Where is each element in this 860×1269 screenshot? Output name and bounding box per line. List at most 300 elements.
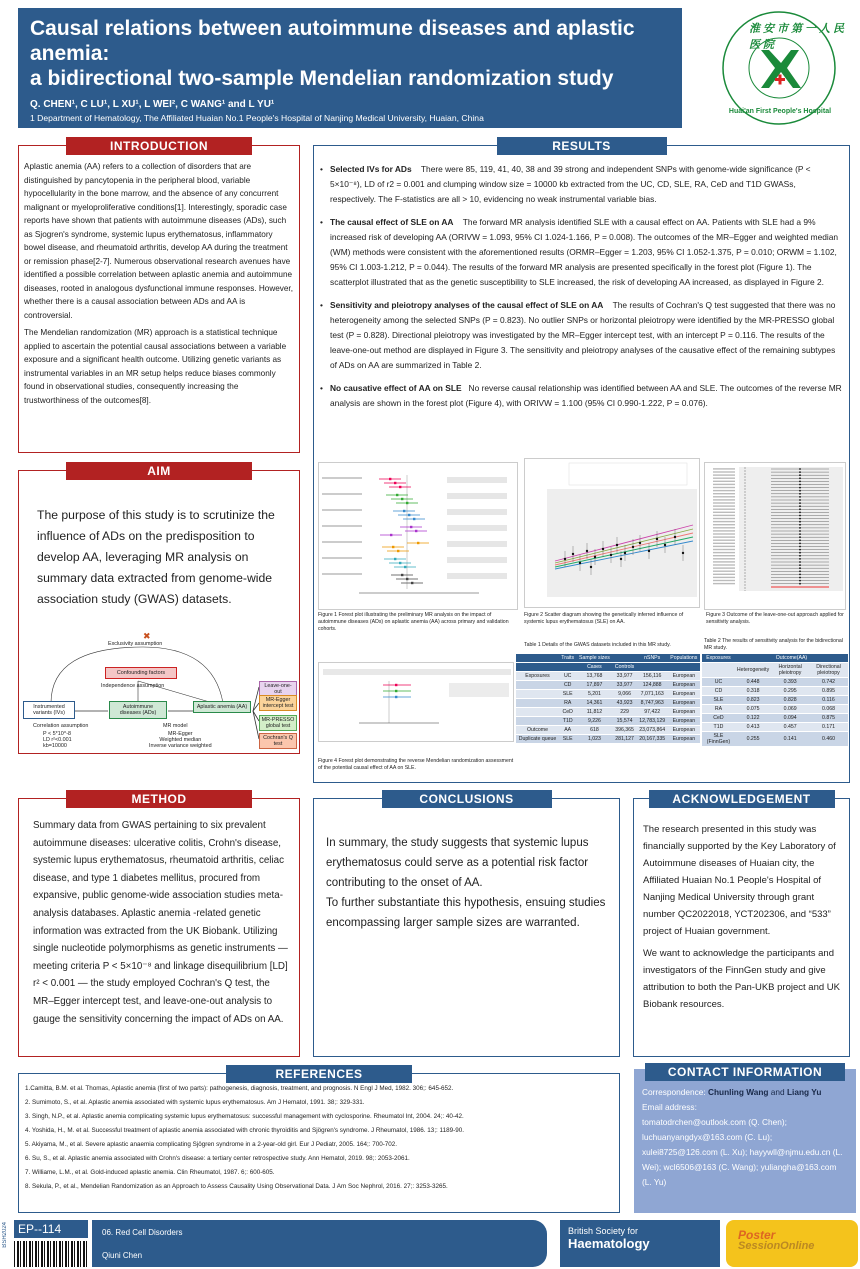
loo-point xyxy=(799,539,801,541)
table-2-subheader: Horizontal pleiotropy xyxy=(771,663,809,678)
reference-item: 3. Singh, N.P., et al. Aplastic anemia complicating systemic lupus erythematosus: successful management with cyclosporine. Rheumatol Int, 2004. 24;: 40-42. xyxy=(25,1113,464,1120)
table-1-cell: 97,422 xyxy=(637,708,668,717)
table-1-row xyxy=(516,726,700,735)
table-1-cell xyxy=(516,717,559,726)
table-1-cell: European xyxy=(668,717,700,726)
cochran-box: Cochran's Q test xyxy=(259,733,297,749)
loo-point xyxy=(799,558,801,560)
table-1-cell: European xyxy=(668,672,700,681)
forest-point xyxy=(394,482,396,484)
table-1-cell: 1,023 xyxy=(576,735,612,744)
forest4-point xyxy=(395,684,397,686)
forest-values-bar xyxy=(447,493,507,499)
table-1-cell: 43,923 xyxy=(612,699,636,708)
table-2-cell: 0.122 xyxy=(735,714,771,723)
results-title: RESULTS xyxy=(497,137,667,155)
result-bullet-1: • Selected IVs for ADs There were 85, 119, 41, 40, 38 and 39 strong and independent SNPs with genome-wide significance (P < 5×10⁻⁸), LD of r2 = 0.001 and clumping window size = 10000 kb extracted from the UC, CD, SLE, RA, CeD and T1D GWASs, respectively. The F-statistics are all > 10, evidencing no weak instrumental variable bias. xyxy=(320,162,843,207)
table-2-cell: SLE xyxy=(702,696,735,705)
loo-label-bar xyxy=(713,515,735,516)
forest-label-bar xyxy=(322,493,362,495)
loo-label-bar xyxy=(713,549,735,550)
figure-1-forest-plot xyxy=(318,462,518,610)
figure-4-forest-plot xyxy=(318,662,514,742)
method-section xyxy=(18,792,300,1057)
scatter-point xyxy=(572,553,574,555)
table-1-subheader xyxy=(668,663,700,672)
table-1-cell: 156,116 xyxy=(637,672,668,681)
poster-title xyxy=(30,16,670,91)
forest-point xyxy=(410,526,412,528)
loo-point xyxy=(799,536,801,538)
forest-point xyxy=(399,486,401,488)
forest4-header xyxy=(323,669,511,675)
table-2-cell: 0.069 xyxy=(771,705,809,714)
ad-box: Autoimmune diseases (ADs) xyxy=(109,701,167,719)
table-2-cell: UC xyxy=(702,678,735,687)
forest-point xyxy=(392,546,394,548)
forest-label-bar xyxy=(322,525,362,527)
conclusion-paragraph-2: To further substantiate this hypothesis, ensuing studies encompassing larger sample sizes are warranted. xyxy=(326,897,606,929)
table-2-cell: 0.094 xyxy=(771,714,809,723)
loo-label-bar xyxy=(713,471,735,472)
loo-label-bar xyxy=(713,524,735,525)
forest-point xyxy=(406,502,408,504)
table-1-cell: European xyxy=(668,726,700,735)
loo-label-bar xyxy=(713,468,735,469)
forest4-point xyxy=(395,690,397,692)
table-2-cell: SLE (FinnGen) xyxy=(702,732,735,747)
result-bullet-2: • The causal effect of SLE on AA The forward MR analysis identified SLE with a causal effect on AA. Patients with SLE had a 9% increased risk of developing AA (ORIVW = 1.093, 95% CI 1.024-1.166, P = 0.008). The outcomes of the MR–Egger and weighted median (WM) methods were consistent with the aforementioned results (ORMR–Egger = 1.203, 95% CI 1.052-1.375, P = 0.010; ORWM = 1.102, 95% CI 1.003-1.212, P = 0.044). The results of the forward MR analysis are presented specifically in the forest plot (Figure 1). The scatterplot illustrated that as the genetic susceptibility to SLE increased, the risk of developing AA increased, as displayed in Figure 2. xyxy=(320,215,843,290)
scatter-point xyxy=(664,544,666,546)
table-1-row xyxy=(516,672,700,681)
aa-box: Aplastic anemia (AA) xyxy=(193,701,251,713)
loo-point xyxy=(799,502,801,504)
reference-item: 7. Williame, L.M., et al. Gold-induced aplastic anemia. Clin Rheumatol, 1987. 6;: 600-605. xyxy=(25,1169,275,1176)
table-1-cell: 124,888 xyxy=(637,681,668,690)
scatter-point xyxy=(624,552,626,554)
forest-point xyxy=(397,550,399,552)
table-1-cell: 11,812 xyxy=(576,708,612,717)
scatter-point xyxy=(632,546,634,548)
loo-point xyxy=(799,546,801,548)
table-1-cell: SLE xyxy=(559,690,576,699)
forest-values-bar xyxy=(447,525,507,531)
confounding-box: Confounding factors xyxy=(105,667,177,679)
forest-point xyxy=(417,542,419,544)
correspondence: Correspondence: Chunling Wang and Liang Yu xyxy=(642,1087,822,1097)
table-2-cell: 0.068 xyxy=(809,705,848,714)
table-1-cell: CD xyxy=(559,681,576,690)
bsh-logo: British Society for Haematology xyxy=(560,1220,720,1267)
ack-paragraph-2: We want to acknowledge the participants and investigators of the FinnGen study and give attribution to both the Pan-UKB project and UK Biobank resources. xyxy=(643,948,840,1010)
email-label: Email address: xyxy=(642,1102,697,1112)
leave-one-out-box: Leave-one-out xyxy=(259,681,297,697)
reference-item: 2. Sumimoto, S., et al. Aplastic anemia associated with systemic lupus erythematosus. Am J Hematol, 1991. 38;: 329-331. xyxy=(25,1099,365,1106)
side-code: BSH2024 xyxy=(2,1222,8,1248)
loo-point xyxy=(799,505,801,507)
correlation-label: Correlation assumption xyxy=(33,723,89,729)
table-2-subheader: Heterogeneity xyxy=(735,663,771,678)
scatter-point xyxy=(590,566,592,568)
loo-label-bar xyxy=(713,527,735,528)
table-1-cell: 13,768 xyxy=(576,672,612,681)
table-1-cell: Duplicate queue xyxy=(516,735,559,744)
loo-label-bar xyxy=(713,564,735,565)
loo-point xyxy=(799,499,801,501)
loo-label-bar xyxy=(713,533,735,534)
table-1-cell: 12,783,129 xyxy=(637,717,668,726)
figure-2-scatter xyxy=(524,458,700,608)
table-1-row xyxy=(516,717,700,726)
table-1-header: Traits xyxy=(559,654,576,663)
loo-label-bar xyxy=(713,521,735,522)
aim-title: AIM xyxy=(66,462,252,480)
poster-code: EP--114 xyxy=(14,1220,88,1238)
table-2 xyxy=(702,654,848,747)
loo-panel xyxy=(739,467,843,591)
table-1-header: Sample sizes xyxy=(576,654,612,663)
forest-label-bar xyxy=(322,477,362,479)
hospital-logo xyxy=(703,8,855,130)
loo-point xyxy=(799,530,801,532)
table-1-header: nSNPs xyxy=(637,654,668,663)
loo-label-bar xyxy=(713,583,735,584)
table-1-cell: European xyxy=(668,708,700,717)
forest-label-bar xyxy=(322,573,362,575)
loo-point xyxy=(799,567,801,569)
loo-label-bar xyxy=(713,518,735,519)
figure-4-caption: Figure 4 Forest plot demonstrating the reverse Mendelian randomization assessment of the potential causal effect of AA on SLE. xyxy=(318,758,514,771)
loo-label-bar xyxy=(713,502,735,503)
loo-point xyxy=(799,508,801,510)
table-1-cell: 7,071,163 xyxy=(637,690,668,699)
loo-label-bar xyxy=(713,567,735,568)
loo-point xyxy=(799,570,801,572)
forest-values-bar xyxy=(447,477,507,483)
exclusivity-label: Exclusivity assumption xyxy=(108,641,163,647)
criteria-label: P < 5*10^-8 LD r²<0.001 kb=10000 xyxy=(43,731,72,749)
svg-text:✖: ✖ xyxy=(143,632,151,642)
figure-3-caption: Figure 3 Outcome of the leave-one-out approach applied for sensitivity analysis. xyxy=(706,612,844,625)
table-2-header: Outcome(AA) xyxy=(735,654,848,663)
table-2-cell: 0.460 xyxy=(809,732,848,747)
forest-point xyxy=(390,534,392,536)
loo-label-bar xyxy=(713,574,735,575)
loo-label-bar xyxy=(713,487,735,488)
table-1-cell: European xyxy=(668,681,700,690)
table-2-cell: 0.141 xyxy=(771,732,809,747)
forest-point xyxy=(406,578,408,580)
conclusions-title: CONCLUSIONS xyxy=(382,790,552,808)
scatter-point xyxy=(610,554,612,556)
table-2-cell: T1D xyxy=(702,723,735,732)
table-2-row xyxy=(702,723,848,732)
method-text: Summary data from GWAS pertaining to six prevalent autoimmune diseases: ulcerative colitis, Crohn's disease, systemic lupus erythematosus, rheumatoid arthritis, celiac disease, and type 1 diabetes mellitus, procured from expansive, public genome-wide association studies meta-analysis databases. Aplastic anemia -related genetic information was extracted from the UK Biobank. Utilizing single nucleotide polymorphisms as genetic instruments — meeting criteria P < 5×10⁻⁸ and linkage disequilibrium [LD] r² < 0.001 — the study employed Cochran's Q test, the MR–Egger intercept test, and leave-one-out analysis to gauge the sensitivity concerning the impact of ADs on AA. xyxy=(33,820,288,1025)
table-1-row xyxy=(516,699,700,708)
conclusion-paragraph-1: In summary, the study suggests that systemic lupus erythematosus could serve as a potential risk factor contributing to the onset of AA. xyxy=(326,837,589,889)
table-1-row xyxy=(516,690,700,699)
title-line-2: a bidirectional two-sample Mendelian randomization study xyxy=(30,67,614,90)
forest-point xyxy=(396,494,398,496)
loo-point xyxy=(799,515,801,517)
forest-values-bar xyxy=(447,573,507,579)
loo-label-bar xyxy=(713,555,735,556)
table-2-cell: RA xyxy=(702,705,735,714)
table-2-cell: 0.255 xyxy=(735,732,771,747)
table-1-cell: European xyxy=(668,699,700,708)
loo-label-bar xyxy=(713,509,735,510)
forest-point xyxy=(404,566,406,568)
scatter-point xyxy=(639,542,641,544)
presso-box: MR-PRESSO global test xyxy=(259,715,297,731)
email-list: tomatodrchen@outlook.com (Q. Chen); luchuanyangdyx@163.com (C. Lu); xulei8725@126.com (L. Xu); hayywll@njmu.edu.cn (L. Wei); wcl6506@163 (C. Wang); yuliangha@163.com (L. Yu) xyxy=(642,1117,843,1187)
loo-point xyxy=(799,561,801,563)
forest-point xyxy=(394,558,396,560)
table-1-cell: RA xyxy=(559,699,576,708)
aim-text: The purpose of this study is to scrutinize the influence of ADs on the predisposition to develop AA, leveraging MR analysis on summary data extracted from genome-wide association study (GWAS) datasets. xyxy=(37,508,275,606)
table-1-cell: 20,167,335 xyxy=(637,735,668,744)
table-1-cell: European xyxy=(668,735,700,744)
loo-label-bar xyxy=(713,552,735,553)
forest-label-bar xyxy=(322,541,362,543)
loo-point xyxy=(799,512,801,514)
references-title: REFERENCES xyxy=(226,1065,412,1083)
table-1-cell: 17,897 xyxy=(576,681,612,690)
loo-point xyxy=(799,549,801,551)
reference-list xyxy=(19,1074,619,1200)
table-2-cell: 0.823 xyxy=(735,696,771,705)
table-1-subheader xyxy=(559,663,576,672)
scatter-point xyxy=(648,550,650,552)
aim-section xyxy=(18,464,300,754)
reference-item: 4. Yoshida, H., M. et al. Successful treatment of aplastic anemia associated with chronic thyroiditis and Sjögren's syndrome. J Rheumatol, 1986. 13;: 1189-90. xyxy=(25,1127,464,1134)
table-2-cell: 0.171 xyxy=(809,723,848,732)
figure-2-caption: Figure 2 Scatter diagram showing the genetically inferred influence of systemic lupus erythematosus (SLE) on AA. xyxy=(524,612,684,625)
table-1-cell: T1D xyxy=(559,717,576,726)
scatter-point xyxy=(586,550,588,552)
results-section xyxy=(313,139,850,783)
reference-item: 1.Camitta, B.M. et al. Thomas, Aplastic anemia (first of two parts): pathogenesis, diagnosis, treatment, and prognosis. N Engl J Med, 1982. 306;: 645-652. xyxy=(25,1085,454,1092)
introduction-title: INTRODUCTION xyxy=(66,137,252,155)
table-2-cell: 0.116 xyxy=(809,696,848,705)
table-1-header xyxy=(516,654,559,663)
loo-point xyxy=(799,484,801,486)
table-1-cell: 9,226 xyxy=(576,717,612,726)
loo-point xyxy=(799,555,801,557)
table-1-cell xyxy=(516,699,559,708)
forest4-point xyxy=(395,696,397,698)
method-title: METHOD xyxy=(66,790,252,808)
table-2-header: Exposures xyxy=(702,654,735,663)
scatter-panel xyxy=(547,489,697,597)
loo-point xyxy=(799,481,801,483)
table-1-cell: 33,977 xyxy=(612,672,636,681)
contact-section xyxy=(634,1065,856,1213)
loo-label-bar xyxy=(713,484,735,485)
loo-label-bar xyxy=(713,546,735,547)
forest-values-bar xyxy=(447,557,507,563)
table-1-cell: SLE xyxy=(559,735,576,744)
forest-point xyxy=(415,530,417,532)
references-section xyxy=(18,1067,620,1213)
scatter-point xyxy=(579,562,581,564)
forest-point xyxy=(399,562,401,564)
table-1-cell: 396,365 xyxy=(612,726,636,735)
table-2-cell: 0.393 xyxy=(771,678,809,687)
reference-item: 6. Su, S., et al. Aplastic anemia associated with Crohn's disease: a tertiary center retrospective study. Ann Hematol, 2019. 98;: 2053-2061. xyxy=(25,1155,410,1162)
forest-point xyxy=(403,510,405,512)
loo-point xyxy=(799,564,801,566)
scatter-point xyxy=(564,558,566,560)
table-1-subheader: Controls xyxy=(612,663,636,672)
scatter-point xyxy=(656,538,658,540)
table-1-cell: 15,574 xyxy=(612,717,636,726)
loo-label-bar xyxy=(713,540,735,541)
scatter-point xyxy=(602,548,604,550)
forest-values-bar xyxy=(447,509,507,515)
loo-label-bar xyxy=(713,577,735,578)
table-1-cell: Outcome xyxy=(516,726,559,735)
loo-point xyxy=(799,490,801,492)
table-1-caption: Table 1 Details of the GWAS datasets included in this MR study. xyxy=(524,642,671,648)
table-1-cell: 281,127 xyxy=(612,735,636,744)
loo-label-bar xyxy=(713,530,735,531)
introduction-section xyxy=(18,139,300,453)
authors: Q. CHEN¹, C LU¹, L XU¹, L WEI², C WANG¹ and L YU¹ xyxy=(30,99,275,110)
loo-label-bar xyxy=(713,571,735,572)
forest-values-bar xyxy=(447,541,507,547)
reference-item: 5. Akiyama, M., et al. Severe aplastic anaemia complicating Sjögren syndrome in a 2-year-old girl. Eur J Pediatr, 2005. 164;: 700-702. xyxy=(25,1141,398,1148)
loo-label-bar xyxy=(713,505,735,506)
logo-english-text: Huai'an First People's Hospital xyxy=(728,108,832,115)
loo-label-bar xyxy=(713,481,735,482)
iv-box: Instrumented variants (IVs) xyxy=(23,701,75,719)
table-1-cell: 14,361 xyxy=(576,699,612,708)
table-1-subheader: Cases xyxy=(576,663,612,672)
forest-label-bar xyxy=(322,509,362,511)
mr-model-label: MR model xyxy=(163,723,188,729)
table-1-row xyxy=(516,681,700,690)
scatter-point xyxy=(682,552,684,554)
table-2-caption: Table 2 The results of sensitivity analysis for the bidirectional MR study. xyxy=(704,638,843,651)
table-1-subheader xyxy=(637,663,668,672)
table-2-row xyxy=(702,687,848,696)
table-2-subheader xyxy=(702,663,735,678)
table-1-cell xyxy=(516,681,559,690)
scatter-point xyxy=(620,558,622,560)
footer-info-bar xyxy=(92,1220,547,1267)
scatter-point xyxy=(594,556,596,558)
scatter-point xyxy=(674,536,676,538)
title-line-1: Causal relations between autoimmune diseases and aplastic anemia: xyxy=(30,17,635,65)
loo-point xyxy=(799,533,801,535)
table-2-cell: 0.895 xyxy=(809,687,848,696)
forest-point xyxy=(411,582,413,584)
forest-label-bar xyxy=(322,557,362,559)
loo-point xyxy=(799,577,801,579)
conclusions-section xyxy=(313,792,620,1057)
acknowledgement-title: ACKNOWLEDGEMENT xyxy=(649,790,835,808)
loo-label-bar xyxy=(713,558,735,559)
contact-title: CONTACT INFORMATION xyxy=(645,1063,845,1081)
logo-chinese-text: 淮安市第一人民医院 xyxy=(749,23,847,51)
loo-point xyxy=(799,493,801,495)
scatter-point xyxy=(616,544,618,546)
result-bullet-4: • No causative effect of AA on SLE No reverse causal relationship was identified between AA and SLE. The outcomes of the reverse MR analysis are shown in the forest plot (Figure 4), with ORIVW = 1.100 (95% CI 0.990-1.222, P = 0.076). xyxy=(320,381,843,411)
table-2-cell: 0.075 xyxy=(735,705,771,714)
table-1-cell xyxy=(516,708,559,717)
table-2-row xyxy=(702,678,848,687)
table-2-cell: 0.742 xyxy=(809,678,848,687)
table-1-cell: 8,747,963 xyxy=(637,699,668,708)
table-1 xyxy=(516,654,700,744)
table-1-cell: 9,066 xyxy=(612,690,636,699)
table-1-header xyxy=(612,654,636,663)
table-2-row xyxy=(702,696,848,705)
poster-header xyxy=(18,8,682,136)
table-2-cell: 0.828 xyxy=(771,696,809,705)
table-2-cell: 0.318 xyxy=(735,687,771,696)
forest-point xyxy=(408,514,410,516)
independence-label: Independence assumption xyxy=(101,683,165,689)
loo-point xyxy=(799,552,801,554)
loo-point xyxy=(799,477,801,479)
figure-3-leave-one-out xyxy=(704,462,846,610)
loo-label-bar xyxy=(713,561,735,562)
loo-point xyxy=(799,524,801,526)
forest-point xyxy=(401,498,403,500)
acknowledgement-section xyxy=(633,792,850,1057)
loo-point xyxy=(799,543,801,545)
category-label: 06. Red Cell Disorders xyxy=(102,1228,183,1237)
table-1-cell: 33,977 xyxy=(612,681,636,690)
table-1-header: Populations xyxy=(668,654,700,663)
table-2-cell: CD xyxy=(702,687,735,696)
poster-session-online-logo: Poster SessionOnline xyxy=(726,1220,858,1267)
footer-bar xyxy=(0,1220,860,1269)
loo-point xyxy=(799,580,801,582)
table-2-cell: 0.448 xyxy=(735,678,771,687)
table-2-cell: 0.295 xyxy=(771,687,809,696)
forest-point xyxy=(389,478,391,480)
egger-box: MR-Egger intercept test xyxy=(259,695,297,711)
loo-label-bar xyxy=(713,580,735,581)
loo-label-bar xyxy=(713,496,735,497)
affiliation-1: 1 Department of Hematology, The Affiliated Huaian No.1 People's Hospital of Nanjing Medical University, Huaian, China xyxy=(30,113,484,123)
table-2-subheader: Directional pleiotropy xyxy=(809,663,848,678)
table-1-cell: 23,073,864 xyxy=(637,726,668,735)
ack-paragraph-1: The research presented in this study was financially supported by the Key Laboratory of Autoimmune diseases of Huaian city, the Affiliated Huaian No.1 People's Hospital of Nanjing Medical University through grant number QC2022018, YCT202306, and “533” project of Huaian government. xyxy=(643,824,836,937)
table-1-row xyxy=(516,735,700,744)
loo-label-bar xyxy=(713,512,735,513)
table-1-subheader xyxy=(516,663,559,672)
presenter-name: Qiuni Chen xyxy=(102,1251,143,1260)
forest-point xyxy=(413,518,415,520)
table-2-cell: 0.413 xyxy=(735,723,771,732)
table-1-cell: 229 xyxy=(612,708,636,717)
table-2-cell: CeD xyxy=(702,714,735,723)
reference-item: 8. Sekula, P., et al., Mendelian Randomization as an Approach to Assess Causality Using Observational Data. J Am Soc Nephrol, 2016. 27;: 3253-3265. xyxy=(25,1183,448,1190)
loo-point xyxy=(799,487,801,489)
table-1-cell: Exposures xyxy=(516,672,559,681)
table-1-row xyxy=(516,708,700,717)
intro-paragraph-2: The Mendelian randomization (MR) approach is a statistical technique applied to ascertain the potential causal associations between a variable exposure and a significant health outcome. Utilizing genetic variants as instrumental variables in an MR setup helps reduce biases commonly found in observational studies, consequently increasing the trustworthiness of the outcomes[8]. xyxy=(24,328,287,405)
loo-label-bar xyxy=(713,493,735,494)
loo-label-bar xyxy=(713,543,735,544)
loo-point xyxy=(799,583,801,585)
intro-paragraph-1: Aplastic anemia (AA) refers to a collection of disorders that are distinguished by pancytopenia in the peripheral blood, variable hypocellularity in the bone marrow, and the absence of any concurrent malignant or myeloproliferative conditions[1]. Interestingly, sporadic case reports have shown that patients with autoimmune diseases (ADs), such as Sjogren's syndrome, systemic lupus erythematosus, inflammatory bowel disease, and rheumatoid arthritis, develop AA during the treatment or remission phase[2-7]. Numerous observational research avenues have identified a possible correlation between aplastic anemia and autoimmune diseases, rooted in analogous dysfunctional immune responses. However, whether there is a causal association between ADs and AA is controversial. xyxy=(24,162,293,320)
barcode xyxy=(14,1241,88,1267)
